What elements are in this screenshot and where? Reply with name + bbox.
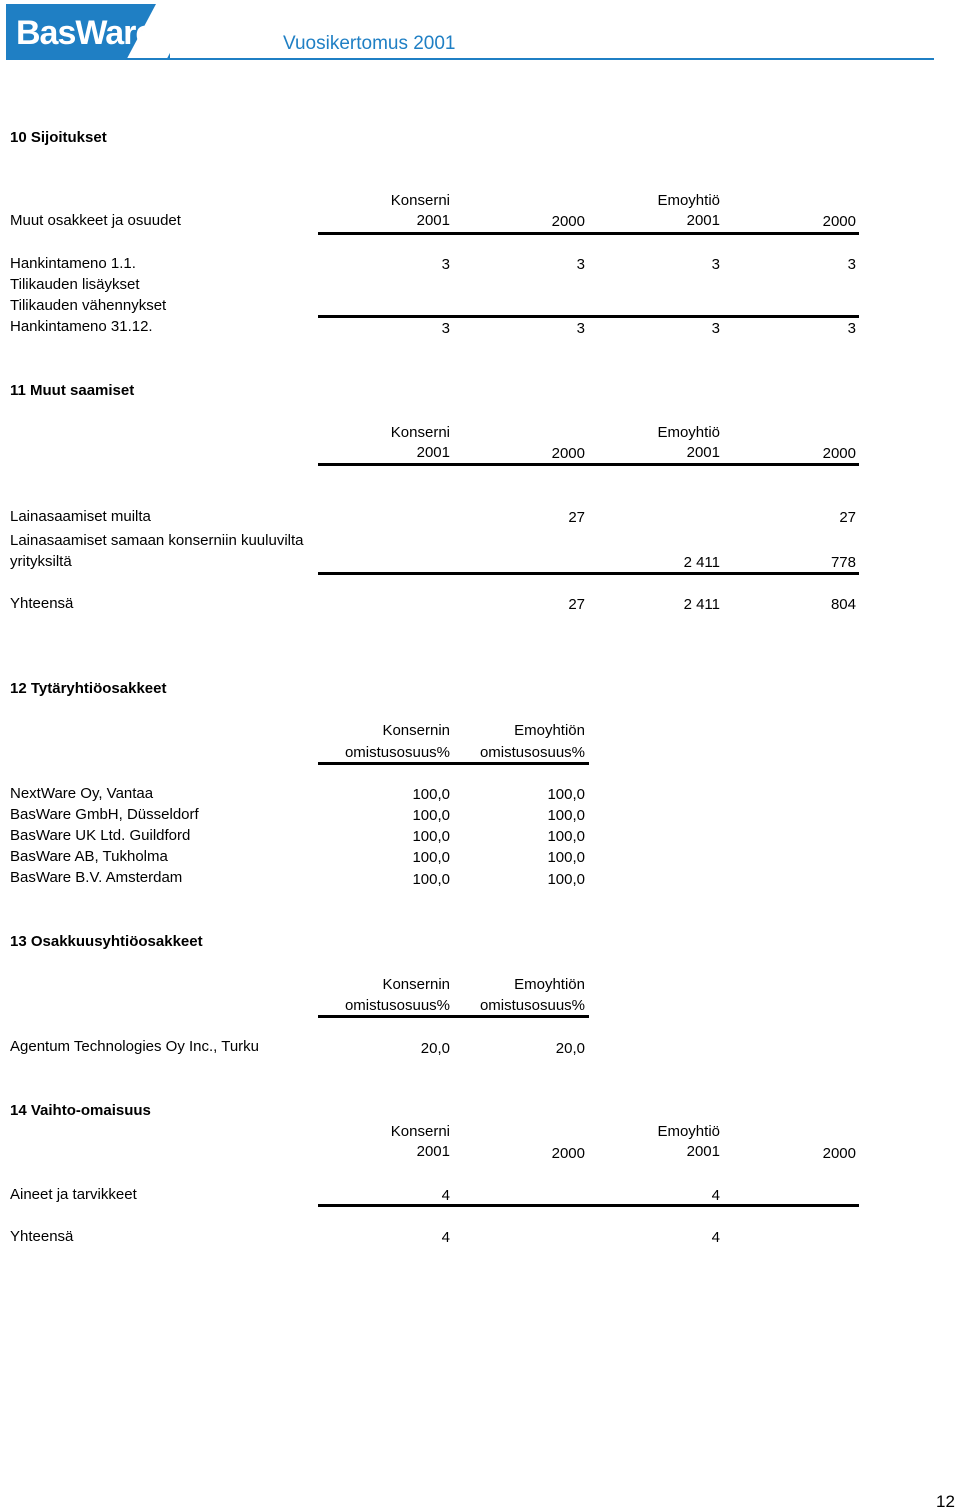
cell-value: 100,0 [547, 871, 585, 888]
year-2000: 2000 [822, 1145, 856, 1162]
year-2001: 2001 [416, 212, 450, 229]
cell-value: 100,0 [412, 849, 450, 866]
section-11-title: 11 Muut saamiset [10, 382, 135, 399]
company-row: BasWare B.V. Amsterdam [10, 869, 183, 886]
row-label: Tilikauden lisäykset [10, 276, 140, 293]
row-label: Muut osakkeet ja osuudet [10, 212, 181, 229]
year-2001: 2001 [416, 1143, 450, 1160]
row-label: yrityksiltä [10, 553, 72, 570]
cell-value: 100,0 [412, 871, 450, 888]
row-label: Lainasaamiset samaan konserniin kuuluvilta [10, 532, 304, 549]
col-omistusosuus: omistusosuus% [479, 997, 585, 1014]
cell-value: 3 [576, 256, 585, 273]
section-13-title: 13 Osakkuusyhtiöosakkeet [10, 933, 203, 950]
cell-value: 3 [441, 256, 450, 273]
row-label: Aineet ja tarvikkeet [10, 1186, 137, 1203]
row-label: Hankintameno 31.12. [10, 318, 153, 335]
cell-value: 100,0 [412, 807, 450, 824]
page-number: 12 [936, 1492, 955, 1511]
col-konserni: Konserni [390, 1123, 450, 1140]
section-12-title: 12 Tytäryhtiöosakkeet [10, 680, 167, 697]
table-rule [318, 315, 859, 318]
company-row: BasWare GmbH, Düsseldorf [10, 806, 199, 823]
cell-value: 3 [847, 256, 856, 273]
cell-value: 804 [830, 596, 856, 613]
col-omistusosuus: omistusosuus% [344, 997, 450, 1014]
year-2000: 2000 [822, 213, 856, 230]
col-konserni: Konserni [390, 192, 450, 209]
header-divider [6, 58, 934, 60]
cell-value: 2 411 [683, 596, 720, 613]
baswere-logo [6, 4, 170, 60]
cell-value: 4 [711, 1229, 720, 1246]
col-emoyhtio: Emoyhtiö [657, 424, 720, 441]
total-label: Yhteensä [10, 595, 74, 612]
cell-value: 3 [576, 320, 585, 337]
total-label: Yhteensä [10, 1228, 74, 1245]
company-row: BasWare UK Ltd. Guildford [10, 827, 191, 844]
logo-text: BasWare [16, 14, 154, 52]
cell-value: 27 [839, 509, 856, 526]
col-emoyhtion: Emoyhtiön [514, 722, 585, 739]
cell-value: 20,0 [420, 1040, 450, 1057]
cell-value: 100,0 [547, 849, 585, 866]
cell-value: 27 [568, 596, 585, 613]
year-2001: 2001 [686, 1143, 720, 1160]
cell-value: 100,0 [412, 828, 450, 845]
company-row: Agentum Technologies Oy Inc., Turku [10, 1038, 260, 1055]
year-2001: 2001 [686, 444, 720, 461]
cell-value: 4 [441, 1229, 450, 1246]
year-2000: 2000 [551, 1145, 585, 1162]
cell-value: 3 [441, 320, 450, 337]
col-emoyhtion: Emoyhtiön [514, 976, 585, 993]
year-2000: 2000 [551, 213, 585, 230]
row-label: Lainasaamiset muilta [10, 508, 151, 525]
row-label: Tilikauden vähennykset [10, 297, 167, 314]
company-row: BasWare AB, Tukholma [10, 848, 168, 865]
cell-value: 4 [441, 1187, 450, 1204]
year-2001: 2001 [416, 444, 450, 461]
col-emoyhtio: Emoyhtiö [657, 192, 720, 209]
table-rule [318, 1204, 859, 1207]
table-rule [318, 232, 859, 235]
year-2000: 2000 [551, 445, 585, 462]
col-konserni: Konserni [390, 424, 450, 441]
cell-value: 778 [830, 554, 856, 571]
cell-value: 100,0 [547, 807, 585, 824]
cell-value: 3 [711, 320, 720, 337]
row-label: Hankintameno 1.1. [10, 255, 136, 272]
col-emoyhtio: Emoyhtiö [657, 1123, 720, 1140]
cell-value: 3 [711, 256, 720, 273]
cell-value: 100,0 [547, 786, 585, 803]
cell-value: 4 [711, 1187, 720, 1204]
cell-value: 100,0 [547, 828, 585, 845]
cell-value: 20,0 [555, 1040, 585, 1057]
cell-value: 2 411 [683, 554, 720, 571]
col-omistusosuus: omistusosuus% [344, 744, 450, 761]
report-title: Vuosikertomus 2001 [283, 33, 456, 54]
year-2001: 2001 [686, 212, 720, 229]
col-konsernin: Konsernin [382, 722, 450, 739]
cell-value: 100,0 [412, 786, 450, 803]
table-rule [318, 463, 859, 466]
section-10-title: 10 Sijoitukset [10, 129, 107, 146]
company-row: NextWare Oy, Vantaa [10, 785, 154, 802]
section-14-title: 14 Vaihto-omaisuus [10, 1102, 151, 1119]
cell-value: 27 [568, 509, 585, 526]
table-rule [318, 1015, 589, 1018]
year-2000: 2000 [822, 445, 856, 462]
table-rule [318, 572, 859, 575]
col-konsernin: Konsernin [382, 976, 450, 993]
col-omistusosuus: omistusosuus% [479, 744, 585, 761]
table-rule [318, 762, 589, 765]
cell-value: 3 [847, 320, 856, 337]
